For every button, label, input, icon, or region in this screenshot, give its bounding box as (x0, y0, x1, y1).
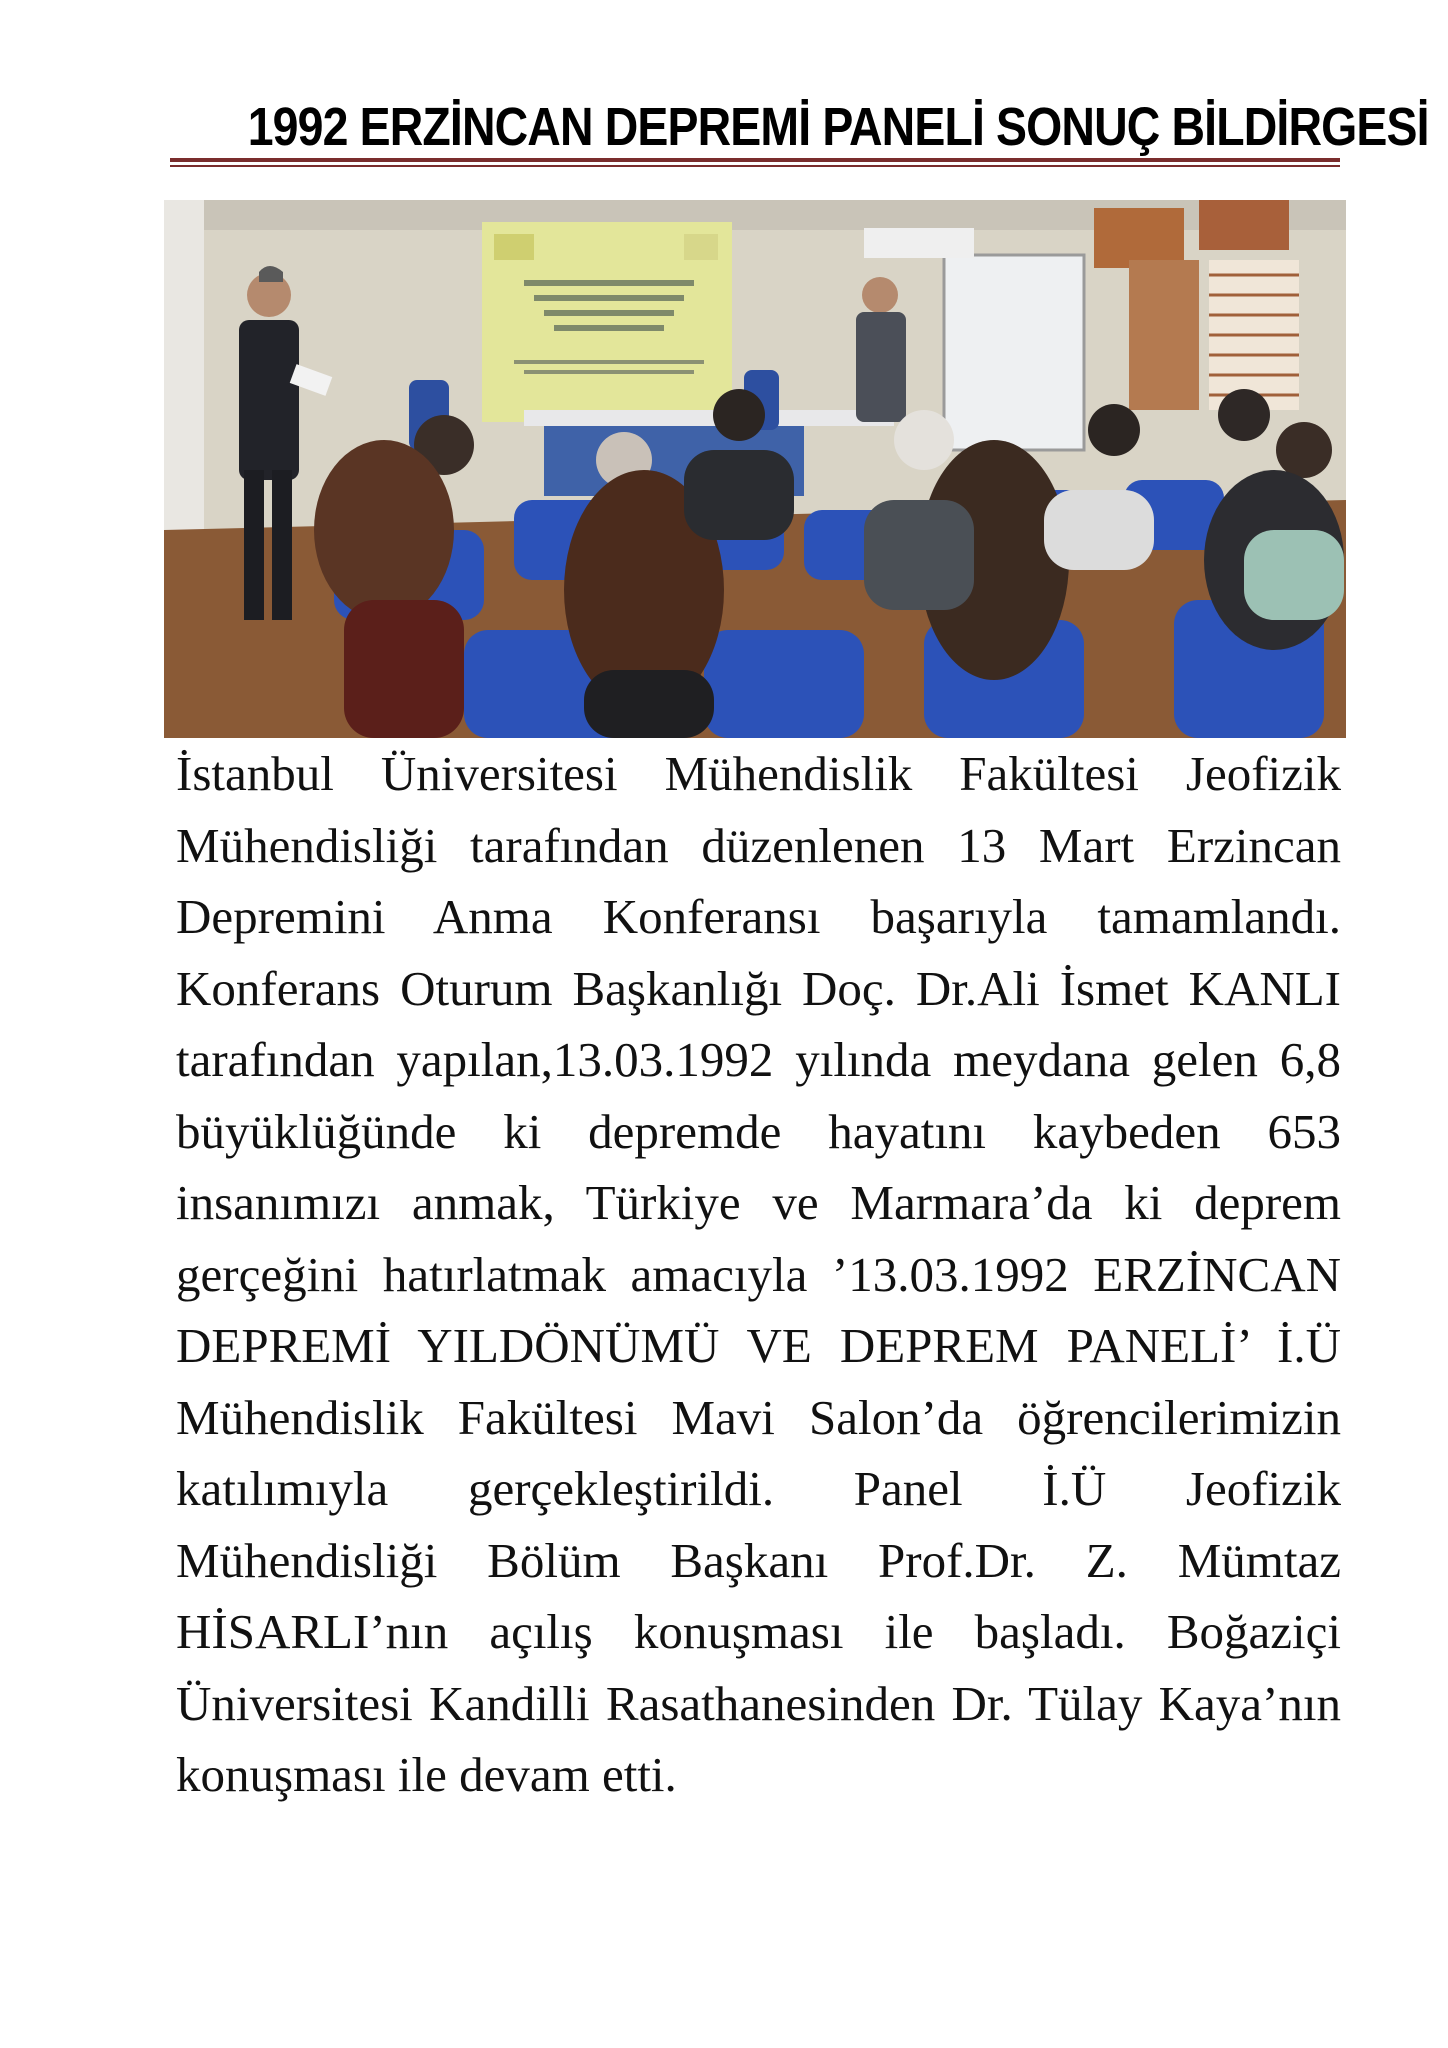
title-underline (170, 158, 1340, 162)
page-title: 1992 ERZİNCAN DEPREMİ PANELİ SONUÇ BİLDİRGESİ (247, 97, 1429, 157)
title-underline-thin (170, 165, 1340, 167)
article-paragraph: İstanbul Üniversitesi Mühendislik Fakültesi Jeofizik Mühendisliği tarafından düzenlenen 13 Mart Erzincan Depremini Anma Konferansı başarıyla tamamlandı. Konferans Oturum Başkanlığı Doç. Dr.Ali İsmet KANLI tarafından yapılan,13.03.1992 yılında meydana gelen 6,8 büyüklüğünde ki depremde hayatını kaybeden 653 insanımızı anmak, Türkiye ve Marmara’da ki deprem gerçeğini hatırlatmak amacıyla ’13.03.1992 ERZİNCAN DEPREMİ YILDÖNÜMÜ VE DEPREM PANELİ’ İ.Ü Mühendislik Fakültesi Mavi Salon’da öğrencilerimizin katılımıyla gerçekleştirildi. Panel İ.Ü Jeofizik Mühendisliği Bölüm Başkanı Prof.Dr. Z. Mümtaz HİSARLI’nın açılış konuşması ile başladı. Boğaziçi Üniversitesi Kandilli Rasathanesinden Dr. Tülay Kaya’nın konuşması ile devam etti. (176, 746, 1341, 1802)
article-body (176, 738, 1341, 1811)
conference-photo (164, 200, 1346, 738)
